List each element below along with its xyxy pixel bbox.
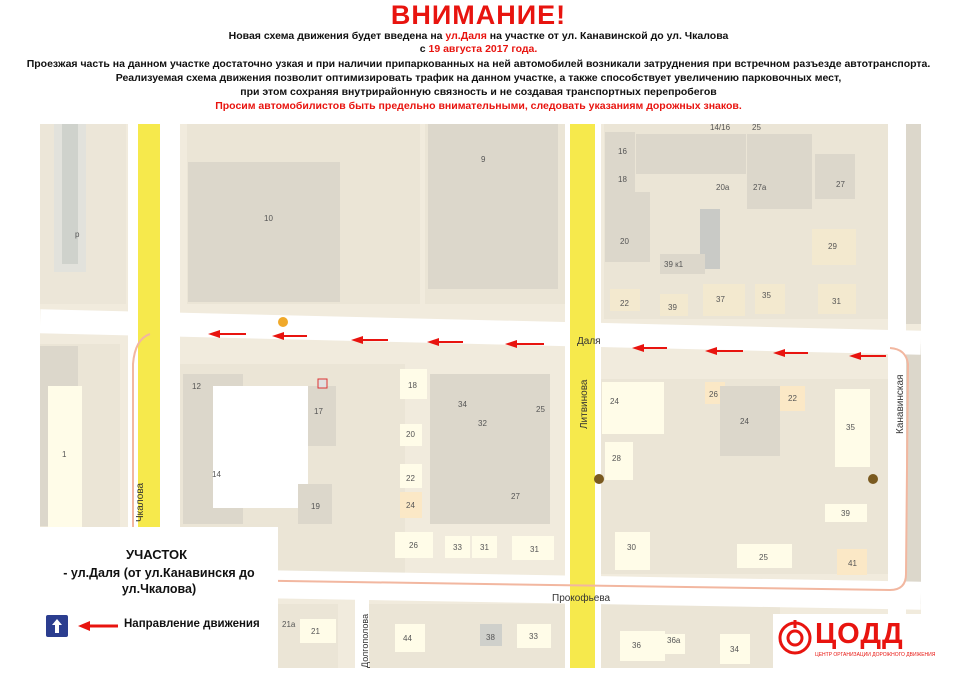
house-number: 25 <box>536 405 545 414</box>
warning-title: ВНИМАНИЕ! <box>390 0 567 30</box>
house-number: 20а <box>716 183 730 192</box>
house-number: 35 <box>846 423 855 432</box>
one-way-sign-icon <box>46 615 68 637</box>
house-number: 20 <box>406 430 415 439</box>
house-number: 30 <box>627 543 636 552</box>
house-number: 25 <box>752 124 761 132</box>
house-number: 22 <box>620 299 629 308</box>
header-line-1-pre: Новая схема движения будет введена на <box>228 30 446 42</box>
house-number: 41 <box>848 559 857 568</box>
house-number: 12 <box>192 382 201 391</box>
header-date: 19 августа 2017 года. <box>428 43 538 55</box>
house-number: 14/16 <box>710 124 731 132</box>
house-number: 26 <box>409 541 418 550</box>
house-number: 17 <box>314 407 323 416</box>
header-line-2-pre: с <box>419 43 429 55</box>
house-number: 10 <box>264 214 273 223</box>
codd-logo <box>773 614 936 668</box>
house-number: 34 <box>458 400 467 409</box>
bus-stop-icon <box>278 317 288 327</box>
house-number: 31 <box>832 297 841 306</box>
house-number: 44 <box>403 634 412 643</box>
street-label-kanavinskaya: Канавинская <box>895 374 906 434</box>
house-number: 21а <box>282 620 296 629</box>
codd-logo-text: ЦОДД <box>815 618 904 650</box>
header-line-1 <box>0 30 957 42</box>
house-number: 39 <box>841 509 850 518</box>
pharmacy-icon <box>318 379 327 388</box>
header-line-1-post: на участке от ул. Канавинской до ул. Чкалова <box>486 30 729 42</box>
house-number: р <box>75 230 80 239</box>
codd-emblem-icon <box>777 620 813 656</box>
house-number: 36 <box>632 641 641 650</box>
legend-panel <box>40 527 278 668</box>
house-number: 18 <box>618 175 627 184</box>
house-number: 24 <box>610 397 619 406</box>
header-line-3: Проезжая часть на данном участке достаточно узкая и при наличии припаркованных на ней автомобилей возникали затруднения при встречном разъезде автотранспорта. <box>26 58 931 70</box>
header-street-name: ул.Даля <box>445 30 487 42</box>
direction-arrow-icon <box>78 620 118 632</box>
house-number: 37 <box>716 295 725 304</box>
house-number: 39 <box>668 303 677 312</box>
house-number: 27 <box>511 492 520 501</box>
house-number: 29 <box>828 242 837 251</box>
house-number: 1 <box>62 450 67 459</box>
poi-marker-icon <box>594 474 604 484</box>
house-number: 36а <box>667 636 681 645</box>
house-number: 32 <box>478 419 487 428</box>
house-number: 38 <box>486 633 495 642</box>
house-number: 9 <box>481 155 486 164</box>
house-number: 22 <box>788 394 797 403</box>
legend-direction-label: Направление движения <box>124 618 260 630</box>
header-line-5: при этом сохраняя внутрирайонную связность и не создавая транспортных перепробегов <box>240 86 717 98</box>
house-number: 27 <box>836 180 845 189</box>
house-number: 24 <box>740 417 749 426</box>
house-number: 26 <box>709 390 718 399</box>
house-number: 34 <box>730 645 739 654</box>
house-number: 39 к1 <box>664 260 684 269</box>
house-number: 20 <box>620 237 629 246</box>
street-label-chkalova: Чкалова <box>135 482 146 522</box>
street-label-litvinova: Литвинова <box>579 379 590 429</box>
house-number: 27а <box>753 183 767 192</box>
legend-section-desc-line-1: - ул.Даля (от ул.Канавинскя до <box>63 566 255 580</box>
street-label-dalya: Даля <box>577 336 601 347</box>
poi-marker-icon <box>868 474 878 484</box>
house-number: 31 <box>530 545 539 554</box>
codd-logo-subtitle: ЦЕНТР ОРГАНИЗАЦИИ ДОРОЖНОГО ДВИЖЕНИЯ <box>815 652 936 658</box>
house-number: 33 <box>453 543 462 552</box>
legend-section-description <box>40 565 278 597</box>
house-number: 24 <box>406 501 415 510</box>
house-number: 18 <box>408 381 417 390</box>
header-line-6: Просим автомобилистов быть предельно внимательными, следовать указаниям дорожных знаков. <box>215 100 742 112</box>
street-label-prokofieva: Прокофьева <box>552 593 611 604</box>
legend-section-title: УЧАСТОК <box>126 547 188 562</box>
house-number: 33 <box>529 632 538 641</box>
house-number: 28 <box>612 454 621 463</box>
house-number: 31 <box>480 543 489 552</box>
house-number: 19 <box>311 502 320 511</box>
house-number: 14 <box>212 470 221 479</box>
announcement-header <box>0 0 957 122</box>
header-line-4: Реализуемая схема движения позволит оптимизировать трафик на данном участке, а также способствует увеличению парковочных мест, <box>115 72 842 84</box>
street-label-dolgopolova: Долгополова <box>360 613 370 668</box>
house-number: 22 <box>406 474 415 483</box>
house-number: 25 <box>759 553 768 562</box>
legend-section-desc-line-2: ул.Чкалова) <box>121 582 197 596</box>
house-number: 16 <box>618 147 627 156</box>
house-number: 21 <box>311 627 320 636</box>
house-number: 35 <box>762 291 771 300</box>
header-line-2 <box>0 43 957 55</box>
